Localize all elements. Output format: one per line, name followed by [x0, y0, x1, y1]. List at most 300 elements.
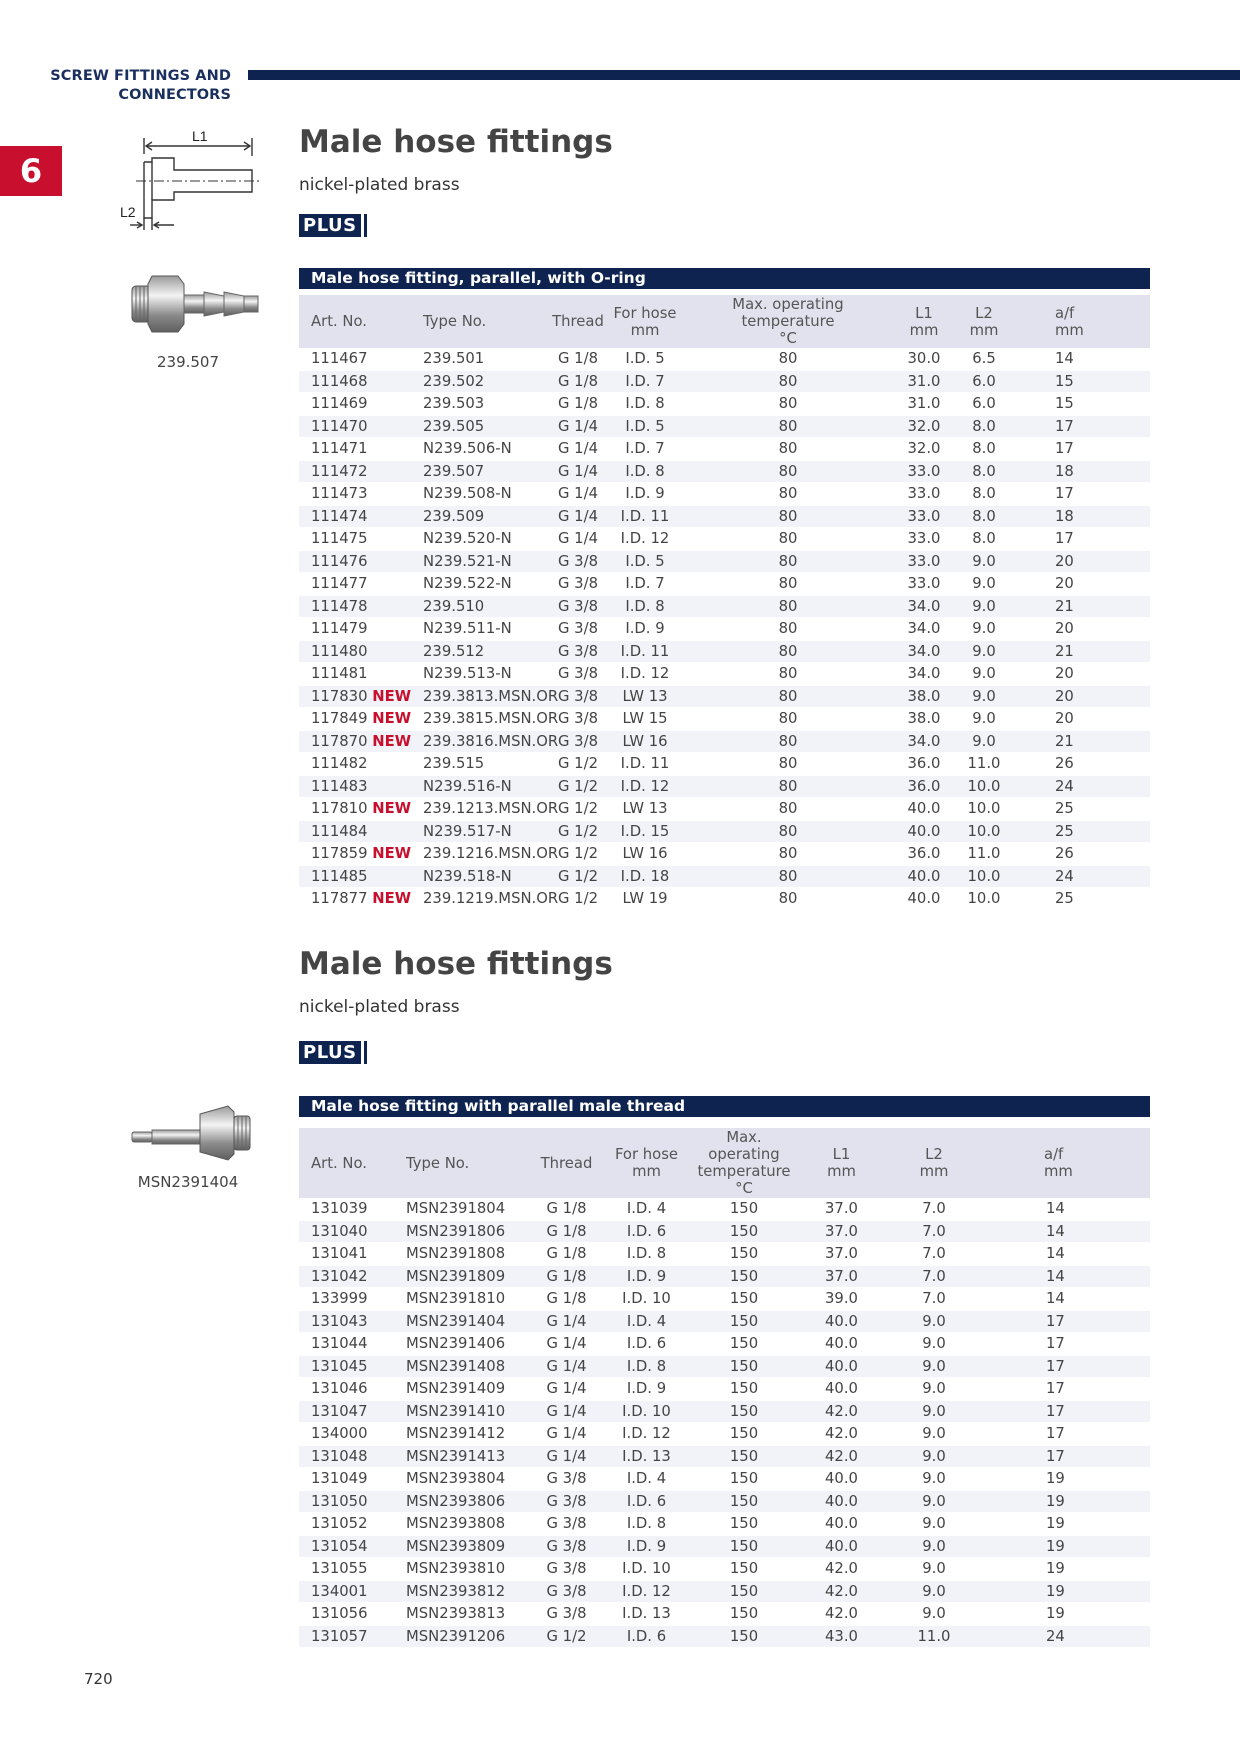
table-row	[299, 1288, 1150, 1311]
cell-art-no: 131056	[299, 1603, 394, 1626]
cell-l2: 9.0	[884, 1535, 984, 1558]
cell-l1: 33.0	[893, 483, 955, 506]
table-row	[299, 798, 1150, 821]
cell-l1: 40.0	[799, 1468, 884, 1491]
cell-for-hose: LW 13	[607, 685, 683, 708]
cell-type-no: MSN2391404	[394, 1310, 529, 1333]
cell-for-hose: I.D. 8	[604, 1355, 689, 1378]
table-row	[299, 1513, 1150, 1536]
product-image-239-507	[128, 268, 278, 340]
cell-max-temp: 80	[683, 438, 893, 461]
cell-type-no: 239.515	[411, 753, 549, 776]
cell-af: 17	[1013, 415, 1150, 438]
cell-l1: 37.0	[799, 1243, 884, 1266]
cell-max-temp: 150	[689, 1558, 799, 1581]
cell-type-no: MSN2393812	[394, 1580, 529, 1603]
cell-for-hose: LW 16	[607, 730, 683, 753]
cell-thread: G 1/8	[529, 1288, 604, 1311]
cell-for-hose: I.D. 13	[604, 1603, 689, 1626]
cell-thread: G 1/4	[549, 415, 607, 438]
cell-thread: G 1/2	[549, 843, 607, 866]
cell-for-hose: I.D. 8	[604, 1513, 689, 1536]
table-row	[299, 483, 1150, 506]
chapter-heading-line1: SCREW FITTINGS AND	[50, 68, 231, 84]
cell-for-hose: LW 19	[607, 888, 683, 911]
cell-af: 17	[984, 1355, 1150, 1378]
cell-art-no: 111475	[299, 528, 411, 551]
cell-max-temp: 150	[689, 1355, 799, 1378]
plus-badge-text: PLUS	[299, 1041, 361, 1064]
col-af: a/f mm	[984, 1128, 1150, 1198]
cell-type-no: 239.1213.MSN.OR	[411, 798, 549, 821]
cell-type-no: 239.3813.MSN.OR	[411, 685, 549, 708]
cell-max-temp: 150	[689, 1423, 799, 1446]
cell-l2: 9.0	[884, 1333, 984, 1356]
label-l1: L1	[192, 130, 208, 144]
cell-af: 20	[1013, 550, 1150, 573]
cell-l1: 42.0	[799, 1445, 884, 1468]
table-row	[299, 1445, 1150, 1468]
cell-thread: G 3/8	[549, 663, 607, 686]
cell-af: 15	[1013, 370, 1150, 393]
cell-l1: 31.0	[893, 370, 955, 393]
cell-l2: 9.0	[884, 1445, 984, 1468]
cell-for-hose: I.D. 5	[607, 550, 683, 573]
col-max-temp: Max. operating temperature °C	[689, 1128, 799, 1198]
cell-thread: G 1/8	[549, 348, 607, 370]
cell-type-no: N239.508-N	[411, 483, 549, 506]
cell-max-temp: 80	[683, 483, 893, 506]
cell-l1: 36.0	[893, 843, 955, 866]
table-row	[299, 1310, 1150, 1333]
section1-plus-badge	[299, 214, 367, 237]
col-type-no: Type No.	[394, 1128, 529, 1198]
label-l2: L2	[120, 204, 136, 220]
cell-type-no: N239.518-N	[411, 865, 549, 888]
cell-thread: G 1/8	[549, 393, 607, 416]
table-row	[299, 460, 1150, 483]
cell-af: 17	[1013, 528, 1150, 551]
cell-af: 17	[984, 1333, 1150, 1356]
cell-max-temp: 80	[683, 415, 893, 438]
cell-max-temp: 150	[689, 1243, 799, 1266]
cell-max-temp: 80	[683, 865, 893, 888]
cell-thread: G 1/4	[529, 1310, 604, 1333]
cell-for-hose: I.D. 12	[607, 775, 683, 798]
cell-thread: G 1/8	[529, 1265, 604, 1288]
cell-thread: G 1/4	[549, 483, 607, 506]
cell-for-hose: I.D. 13	[604, 1445, 689, 1468]
cell-l2: 6.0	[955, 393, 1013, 416]
cell-l2: 9.0	[884, 1603, 984, 1626]
table-row	[299, 1243, 1150, 1266]
col-max-temp: Max. operating temperature °C	[683, 295, 893, 348]
cell-max-temp: 80	[683, 595, 893, 618]
product-table-1	[299, 295, 1150, 911]
cell-l1: 40.0	[799, 1310, 884, 1333]
cell-af: 20	[1013, 663, 1150, 686]
cell-max-temp: 80	[683, 370, 893, 393]
cell-l2: 9.0	[884, 1558, 984, 1581]
table-row	[299, 708, 1150, 731]
cell-thread: G 3/8	[529, 1468, 604, 1491]
cell-art-no: 111468	[299, 370, 411, 393]
cell-type-no: MSN2391410	[394, 1400, 529, 1423]
table-row	[299, 550, 1150, 573]
cell-type-no: MSN2391808	[394, 1243, 529, 1266]
cell-for-hose: I.D. 10	[604, 1400, 689, 1423]
cell-l2: 10.0	[955, 798, 1013, 821]
cell-af: 14	[1013, 348, 1150, 370]
cell-l2: 7.0	[884, 1220, 984, 1243]
header-rule	[248, 70, 1240, 80]
cell-max-temp: 150	[689, 1625, 799, 1648]
cell-for-hose: I.D. 7	[607, 438, 683, 461]
cell-art-no: 131041	[299, 1243, 394, 1266]
cell-max-temp: 150	[689, 1333, 799, 1356]
cell-for-hose: I.D. 8	[607, 595, 683, 618]
table-row	[299, 1490, 1150, 1513]
cell-l1: 31.0	[893, 393, 955, 416]
cell-max-temp: 80	[683, 798, 893, 821]
cell-for-hose: I.D. 4	[604, 1468, 689, 1491]
cell-l1: 43.0	[799, 1625, 884, 1648]
table-row	[299, 618, 1150, 641]
cell-for-hose: I.D. 8	[607, 460, 683, 483]
cell-for-hose: I.D. 6	[604, 1625, 689, 1648]
cell-af: 25	[1013, 820, 1150, 843]
col-for-hose: For hose mm	[607, 295, 683, 348]
cell-l2: 9.0	[955, 708, 1013, 731]
cell-l2: 8.0	[955, 415, 1013, 438]
cell-for-hose: LW 13	[607, 798, 683, 821]
dimension-diagram	[112, 130, 262, 235]
cell-max-temp: 80	[683, 550, 893, 573]
table-row	[299, 1558, 1150, 1581]
cell-thread: G 3/8	[529, 1603, 604, 1626]
cell-af: 20	[1013, 618, 1150, 641]
cell-thread: G 1/2	[549, 775, 607, 798]
table-row	[299, 843, 1150, 866]
cell-af: 19	[984, 1535, 1150, 1558]
cell-l2: 9.0	[955, 573, 1013, 596]
cell-max-temp: 150	[689, 1580, 799, 1603]
table-row	[299, 888, 1150, 911]
cell-type-no: N239.513-N	[411, 663, 549, 686]
cell-thread: G 3/8	[549, 730, 607, 753]
new-badge: NEW	[372, 845, 412, 862]
cell-af: 20	[1013, 685, 1150, 708]
cell-for-hose: I.D. 7	[607, 370, 683, 393]
cell-max-temp: 80	[683, 843, 893, 866]
cell-l1: 40.0	[799, 1490, 884, 1513]
cell-for-hose: I.D. 12	[604, 1580, 689, 1603]
cell-thread: G 3/8	[549, 708, 607, 731]
cell-art-no: 131040	[299, 1220, 394, 1243]
col-l1: L1 mm	[893, 295, 955, 348]
cell-for-hose: I.D. 6	[604, 1333, 689, 1356]
cell-art-no: 131047	[299, 1400, 394, 1423]
cell-thread: G 3/8	[549, 573, 607, 596]
table-row	[299, 573, 1150, 596]
new-badge: NEW	[372, 687, 412, 705]
table-row	[299, 1580, 1150, 1603]
cell-for-hose: I.D. 15	[607, 820, 683, 843]
cell-af: 19	[984, 1490, 1150, 1513]
cell-type-no: MSN2391804	[394, 1198, 529, 1220]
new-badge: NEW	[372, 800, 412, 817]
cell-for-hose: I.D. 12	[607, 528, 683, 551]
cell-thread: G 3/8	[549, 640, 607, 663]
cell-af: 19	[984, 1558, 1150, 1581]
cell-max-temp: 150	[689, 1265, 799, 1288]
cell-thread: G 1/4	[529, 1378, 604, 1401]
cell-l1: 40.0	[799, 1513, 884, 1536]
cell-l1: 42.0	[799, 1400, 884, 1423]
table-row	[299, 370, 1150, 393]
cell-thread: G 3/8	[549, 618, 607, 641]
cell-for-hose: I.D. 9	[604, 1535, 689, 1558]
cell-af: 21	[1013, 730, 1150, 753]
cell-max-temp: 150	[689, 1288, 799, 1311]
cell-max-temp: 150	[689, 1378, 799, 1401]
plus-badge-text: PLUS	[299, 214, 361, 237]
cell-for-hose: I.D. 7	[607, 573, 683, 596]
cell-type-no: N239.506-N	[411, 438, 549, 461]
table-row	[299, 1198, 1150, 1220]
cell-max-temp: 80	[683, 393, 893, 416]
cell-af: 19	[984, 1468, 1150, 1491]
cell-art-no: 131046	[299, 1378, 394, 1401]
cell-for-hose: I.D. 9	[607, 483, 683, 506]
cell-for-hose: I.D. 4	[604, 1198, 689, 1220]
cell-art-no: 111471	[299, 438, 411, 461]
table1-header-row	[299, 295, 1150, 348]
cell-for-hose: I.D. 5	[607, 415, 683, 438]
cell-thread: G 1/8	[529, 1243, 604, 1266]
cell-l1: 33.0	[893, 460, 955, 483]
cell-thread: G 1/2	[549, 798, 607, 821]
cell-for-hose: I.D. 11	[607, 753, 683, 776]
col-type-no: Type No.	[411, 295, 549, 348]
cell-thread: G 1/4	[529, 1333, 604, 1356]
table-row	[299, 595, 1150, 618]
product-image-msn2391404	[130, 1098, 255, 1164]
cell-l1: 40.0	[893, 865, 955, 888]
cell-thread: G 1/4	[529, 1423, 604, 1446]
table2-title: Male hose fitting with parallel male thread	[299, 1096, 1150, 1117]
col-l2: L2 mm	[955, 295, 1013, 348]
section2-title: Male hose fittings	[299, 946, 613, 982]
cell-max-temp: 150	[689, 1535, 799, 1558]
cell-type-no: MSN2391409	[394, 1378, 529, 1401]
cell-l1: 40.0	[799, 1333, 884, 1356]
cell-art-no: 131039	[299, 1198, 394, 1220]
cell-type-no: MSN2391809	[394, 1265, 529, 1288]
cell-l1: 34.0	[893, 640, 955, 663]
page-number: 720	[84, 1670, 113, 1688]
plus-badge-bar	[364, 214, 367, 237]
cell-l2: 9.0	[884, 1400, 984, 1423]
cell-for-hose: I.D. 10	[604, 1558, 689, 1581]
cell-type-no: MSN2391408	[394, 1355, 529, 1378]
col-l1: L1 mm	[799, 1128, 884, 1198]
cell-af: 25	[1013, 798, 1150, 821]
cell-max-temp: 80	[683, 348, 893, 370]
cell-l2: 7.0	[884, 1198, 984, 1220]
table-row	[299, 753, 1150, 776]
cell-for-hose: I.D. 9	[604, 1378, 689, 1401]
cell-af: 26	[1013, 753, 1150, 776]
cell-af: 24	[984, 1625, 1150, 1648]
cell-af: 25	[1013, 888, 1150, 911]
cell-thread: G 1/4	[529, 1355, 604, 1378]
cell-art-no: 134001	[299, 1580, 394, 1603]
cell-for-hose: I.D. 10	[604, 1288, 689, 1311]
cell-af: 14	[984, 1265, 1150, 1288]
cell-type-no: N239.511-N	[411, 618, 549, 641]
cell-l2: 7.0	[884, 1243, 984, 1266]
cell-l2: 9.0	[884, 1423, 984, 1446]
cell-l2: 8.0	[955, 438, 1013, 461]
cell-type-no: 239.3816.MSN.OR	[411, 730, 549, 753]
table-row	[299, 1265, 1150, 1288]
cell-art-no: 111470	[299, 415, 411, 438]
cell-max-temp: 150	[689, 1468, 799, 1491]
cell-l2: 9.0	[884, 1513, 984, 1536]
cell-for-hose: I.D. 5	[607, 348, 683, 370]
table-row	[299, 393, 1150, 416]
cell-type-no: MSN2391406	[394, 1333, 529, 1356]
cell-art-no: 111481	[299, 663, 411, 686]
table-row	[299, 1355, 1150, 1378]
cell-af: 14	[984, 1198, 1150, 1220]
cell-l1: 33.0	[893, 528, 955, 551]
cell-for-hose: I.D. 12	[604, 1423, 689, 1446]
cell-thread: G 1/4	[549, 460, 607, 483]
chapter-tab[interactable]: 6	[0, 146, 62, 196]
cell-af: 19	[984, 1513, 1150, 1536]
cell-af: 24	[1013, 865, 1150, 888]
cell-type-no: 239.1216.MSN.OR	[411, 843, 549, 866]
table-row	[299, 528, 1150, 551]
cell-l1: 37.0	[799, 1265, 884, 1288]
cell-max-temp: 80	[683, 730, 893, 753]
cell-type-no: 239.502	[411, 370, 549, 393]
cell-art-no: 131044	[299, 1333, 394, 1356]
cell-l2: 9.0	[955, 595, 1013, 618]
cell-art-no: 117849 NEW	[299, 708, 411, 731]
image-caption-1: 239.507	[156, 353, 220, 371]
cell-af: 20	[1013, 573, 1150, 596]
cell-l1: 42.0	[799, 1603, 884, 1626]
section1-subtitle: nickel-plated brass	[299, 175, 460, 195]
cell-l2: 8.0	[955, 528, 1013, 551]
cell-thread: G 1/2	[549, 888, 607, 911]
cell-max-temp: 80	[683, 820, 893, 843]
cell-thread: G 3/8	[549, 685, 607, 708]
table-row	[299, 865, 1150, 888]
col-art-no: Art. No.	[299, 295, 411, 348]
cell-art-no: 131055	[299, 1558, 394, 1581]
cell-thread: G 1/2	[549, 753, 607, 776]
cell-art-no: 133999	[299, 1288, 394, 1311]
cell-max-temp: 80	[683, 663, 893, 686]
cell-max-temp: 150	[689, 1513, 799, 1536]
cell-type-no: 239.512	[411, 640, 549, 663]
cell-l1: 40.0	[799, 1378, 884, 1401]
cell-type-no: MSN2391806	[394, 1220, 529, 1243]
cell-af: 18	[1013, 505, 1150, 528]
cell-af: 17	[984, 1445, 1150, 1468]
cell-l2: 9.0	[884, 1378, 984, 1401]
cell-type-no: MSN2393808	[394, 1513, 529, 1536]
table-row	[299, 820, 1150, 843]
cell-l2: 9.0	[955, 618, 1013, 641]
cell-max-temp: 150	[689, 1220, 799, 1243]
cell-thread: G 3/8	[529, 1490, 604, 1513]
cell-thread: G 1/8	[529, 1220, 604, 1243]
cell-art-no: 131050	[299, 1490, 394, 1513]
cell-type-no: N239.522-N	[411, 573, 549, 596]
cell-l2: 9.0	[884, 1310, 984, 1333]
cell-af: 24	[1013, 775, 1150, 798]
cell-thread: G 1/4	[549, 438, 607, 461]
cell-art-no: 111469	[299, 393, 411, 416]
chapter-heading-line2: CONNECTORS	[118, 87, 231, 103]
section1-title: Male hose fittings	[299, 124, 613, 160]
table-row	[299, 348, 1150, 370]
cell-type-no: 239.507	[411, 460, 549, 483]
cell-af: 17	[984, 1400, 1150, 1423]
cell-art-no: 111484	[299, 820, 411, 843]
cell-thread: G 1/4	[529, 1445, 604, 1468]
cell-l2: 10.0	[955, 888, 1013, 911]
section2-subtitle: nickel-plated brass	[299, 997, 460, 1017]
cell-type-no: 239.509	[411, 505, 549, 528]
cell-for-hose: I.D. 4	[604, 1310, 689, 1333]
cell-l1: 40.0	[893, 820, 955, 843]
cell-for-hose: I.D. 18	[607, 865, 683, 888]
image-caption-2: MSN2391404	[137, 1173, 239, 1191]
cell-af: 14	[984, 1243, 1150, 1266]
cell-max-temp: 80	[683, 753, 893, 776]
cell-art-no: 111474	[299, 505, 411, 528]
cell-for-hose: LW 16	[607, 843, 683, 866]
cell-thread: G 1/2	[529, 1625, 604, 1648]
cell-thread: G 1/4	[549, 528, 607, 551]
cell-l1: 34.0	[893, 730, 955, 753]
new-badge: NEW	[372, 732, 412, 750]
cell-thread: G 3/8	[549, 595, 607, 618]
cell-type-no: 239.510	[411, 595, 549, 618]
cell-art-no: 111478	[299, 595, 411, 618]
cell-max-temp: 80	[683, 888, 893, 911]
cell-type-no: 239.1219.MSN.OR	[411, 888, 549, 911]
cell-l1: 38.0	[893, 685, 955, 708]
new-badge: NEW	[372, 710, 412, 727]
table-row	[299, 1603, 1150, 1626]
cell-type-no: MSN2393804	[394, 1468, 529, 1491]
cell-for-hose: I.D. 6	[604, 1490, 689, 1513]
cell-l1: 42.0	[799, 1580, 884, 1603]
cell-thread: G 1/8	[549, 370, 607, 393]
cell-af: 15	[1013, 393, 1150, 416]
cell-af: 17	[984, 1378, 1150, 1401]
cell-l2: 7.0	[884, 1265, 984, 1288]
table-row	[299, 640, 1150, 663]
cell-l2: 8.0	[955, 460, 1013, 483]
